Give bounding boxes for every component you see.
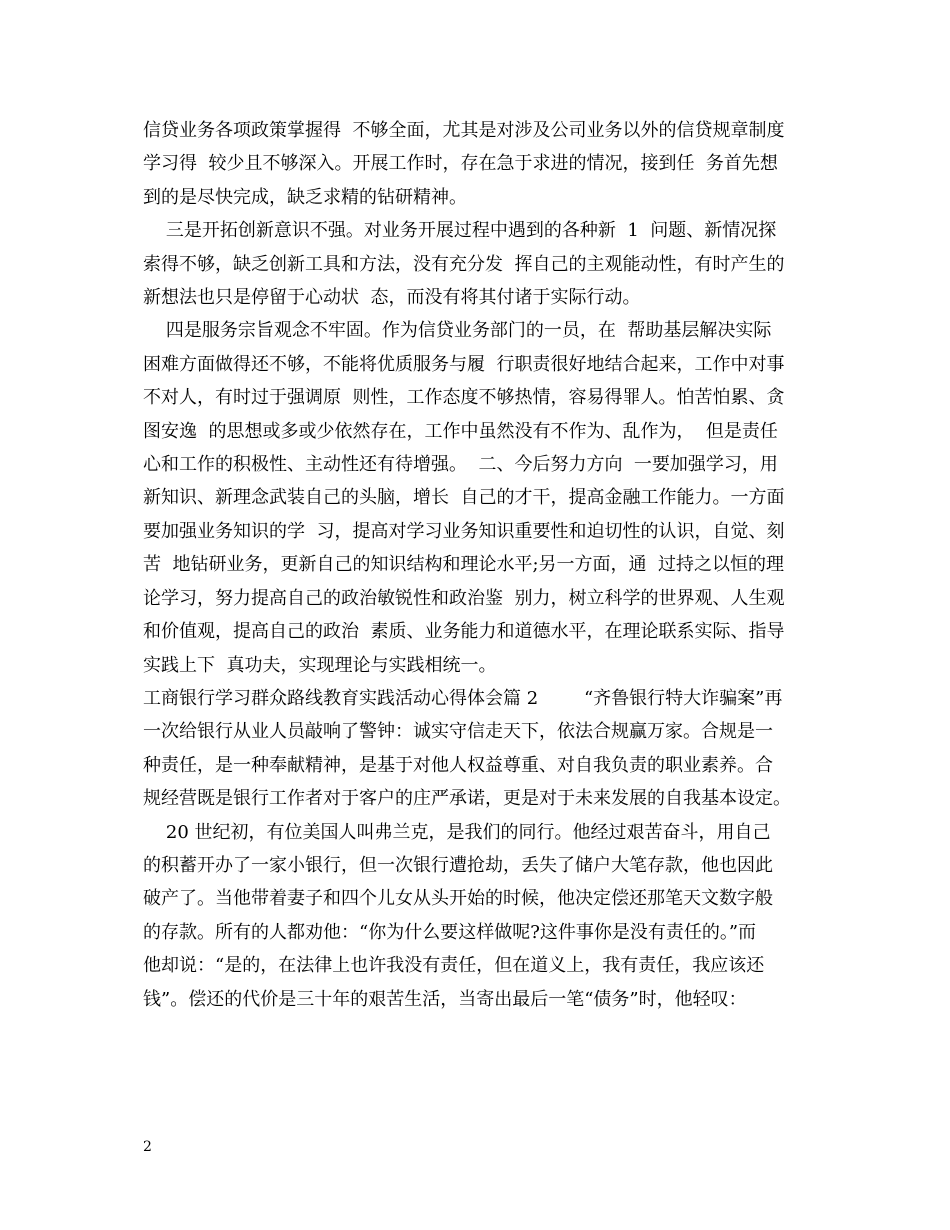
text-line: 钱”。偿还的代价是三十年的艰苦生活，当寄出最后一笔“债务”时，他轻叹： xyxy=(143,988,747,1010)
text-line: 的存款。所有的人都劝他：“你为什么要这样做呢?这件事你是没有责任的。”而 xyxy=(143,921,757,943)
text-line: 困难方面做得还不够，不能将优质服务与履 行职责很好地结合起来，工作中对事 xyxy=(143,353,785,375)
text-line: 实践上下 真功夫，实现理论与实践相统一。 xyxy=(143,654,497,676)
text-line: 学习得 较少且不够深入。开展工作时，存在急于求进的情况，接到任 务首先想 xyxy=(143,153,778,175)
text-line: 新知识、新理念武装自己的头脑，增长 自己的才干，提高金融工作能力。一方面 xyxy=(143,487,785,509)
text-line: 论学习，努力提高自己的政治敏锐性和政治鉴 别力，树立科学的世界观、人生观 xyxy=(143,587,785,609)
text-line: 三是开拓创新意识不强。对业务开展过程中遇到的各种新 1 问题、新情况探 xyxy=(143,220,777,242)
text-line: 新想法也只是停留于心动状 态，而没有将其付诸于实际行动。 xyxy=(143,287,641,309)
text-line: 到的是尽快完成，缺乏求精的钻研精神。 xyxy=(143,186,467,208)
text-line: 心和工作的积极性、主动性还有待增强。 二、今后努力方向 一要加强学习，用 xyxy=(143,454,778,476)
text-line: 他却说：“是的，在法律上也许我没有责任，但在道义上，我有责任，我应该还 xyxy=(143,955,765,977)
text-line: 破产了。当他带着妻子和四个儿女从头开始的时候，他决定偿还那笔天文数字般 xyxy=(143,888,773,910)
body-text xyxy=(143,114,811,1016)
page-number: 2 xyxy=(143,1139,152,1155)
text-line: 信贷业务各项政策掌握得 不够全面，尤其是对涉及公司业务以外的信贷规章制度 xyxy=(143,120,785,141)
text-line: 要加强业务知识的学 习，提高对学习业务知识重要性和迫切性的认识，自觉、刻 xyxy=(143,520,785,542)
text-line: 索得不够，缺乏创新工具和方法，没有充分发 挥自己的主观能动性，有时产生的 xyxy=(143,253,785,275)
text-line: 的积蓄开办了一家小银行，但一次银行遭抢劫，丢失了储户大笔存款，他也因此 xyxy=(143,854,773,876)
text-line: 苦 地钻研业务，更新自己的知识结构和理论水平;另一方面，通 过持之以恒的理 xyxy=(143,554,784,576)
text-line: 不对人，有时过于强调原 则性，工作态度不够热情，容易得罪人。怕苦怕累、贪 xyxy=(143,387,785,409)
text-line: 规经营既是银行工作者对于客户的庄严承诺，更是对于未来发展的自我基本设定。 xyxy=(143,788,791,810)
text-line: 20 世纪初，有位美国人叫弗兰克，是我们的同行。他经过艰苦奋斗，用自己 xyxy=(143,821,771,843)
text-line: 一次给银行从业人员敲响了警钟：诚实守信走天下，依法合规赢万家。合规是一 xyxy=(143,721,773,743)
text-line: 图安逸 的思想或多或少依然存在，工作中虽然没有不作为、乱作为， 但是责任 xyxy=(143,420,778,442)
text-line: 工商银行学习群众路线教育实践活动心得体会篇 2 “齐鲁银行特大诈骗案”再 xyxy=(143,687,783,709)
text-line: 四是服务宗旨观念不牢固。作为信贷业务部门的一员，在 帮助基层解决实际 xyxy=(143,320,772,342)
text-line: 种责任，是一种奉献精神，是基于对他人权益尊重、对自我负责的职业素养。合 xyxy=(143,754,773,776)
text-line: 和价值观，提高自己的政治 素质、业务能力和道德水平，在理论联系实际、指导 xyxy=(143,621,785,643)
